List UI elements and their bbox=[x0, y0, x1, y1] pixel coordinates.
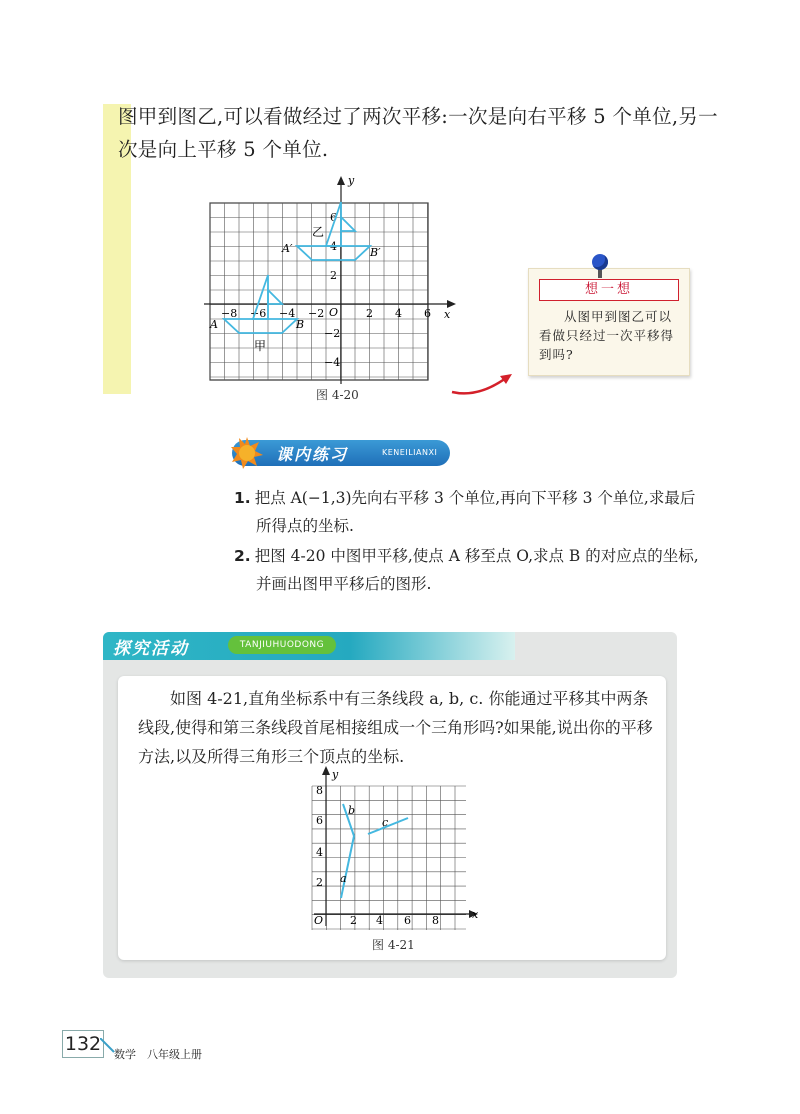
intro-line-2: 次是向上平移 5 个单位. bbox=[118, 138, 329, 161]
x-tick: 6 bbox=[424, 307, 431, 320]
explore-header bbox=[103, 632, 515, 660]
x-tick: 2 bbox=[350, 914, 357, 927]
x-tick: 4 bbox=[376, 914, 383, 927]
x-axis-label: x bbox=[444, 308, 451, 321]
figure-4-20-caption: 图 4-20 bbox=[316, 388, 359, 402]
segment-a bbox=[341, 836, 354, 898]
exercise-1 bbox=[234, 484, 704, 540]
exercise-number: 2. bbox=[234, 547, 251, 565]
segment-a-label: a bbox=[340, 872, 347, 885]
y-tick: 8 bbox=[316, 784, 323, 797]
practice-subtitle: KENEILIANXI bbox=[382, 448, 438, 457]
x-tick: 8 bbox=[432, 914, 439, 927]
point-a-label: A bbox=[210, 318, 218, 331]
y-tick: 4 bbox=[316, 846, 323, 859]
label-jia: 甲 bbox=[254, 339, 267, 353]
exercise-number: 1. bbox=[234, 489, 251, 507]
point-b-label: B bbox=[296, 318, 305, 331]
x-tick: −2 bbox=[308, 307, 325, 320]
y-axis-label: y bbox=[348, 174, 355, 187]
explore-subtitle: TANJIUHUODONG bbox=[228, 636, 336, 654]
x-tick: 2 bbox=[366, 307, 373, 320]
x-tick: −8 bbox=[221, 307, 238, 320]
exercise-line: 把点 A(−1,3)先向右平移 3 个单位,再向下平移 3 个单位,求最后 bbox=[254, 489, 696, 507]
practice-title: 课内练习 bbox=[276, 445, 349, 464]
y-tick: −4 bbox=[324, 356, 341, 369]
practice-banner bbox=[232, 440, 450, 466]
y-tick: 4 bbox=[330, 240, 337, 253]
exercise-2 bbox=[234, 542, 704, 598]
intro-paragraph bbox=[118, 100, 718, 166]
think-note-title: 想一想 bbox=[539, 279, 679, 301]
pushpin-icon bbox=[592, 254, 608, 270]
y-axis-label: y bbox=[332, 768, 339, 781]
exercise-line: 所得点的坐标. bbox=[256, 517, 354, 535]
explore-title: 探究活动 bbox=[113, 639, 189, 659]
think-note-card bbox=[528, 268, 690, 376]
origin-label: O bbox=[314, 914, 324, 927]
x-tick: 4 bbox=[395, 307, 402, 320]
arrow-icon bbox=[448, 368, 518, 400]
y-tick: 6 bbox=[316, 814, 323, 827]
think-note-text: 从图甲到图乙可以看做只经过一次平移得到吗? bbox=[539, 309, 675, 362]
x-tick: −6 bbox=[250, 307, 267, 320]
intro-line-1: 图甲到图乙,可以看做经过了两次平移:一次是向右平移 5 个单位,另一 bbox=[118, 105, 718, 128]
x-tick: 6 bbox=[404, 914, 411, 927]
exercise-line: 并画出图甲平移后的图形. bbox=[256, 575, 432, 593]
exercise-line: 把图 4-20 中图甲平移,使点 A 移至点 O,求点 B 的对应点的坐标, bbox=[254, 547, 699, 565]
segment-b-label: b bbox=[348, 804, 356, 817]
sun-icon bbox=[230, 436, 264, 470]
y-tick: −2 bbox=[324, 327, 341, 340]
x-tick: −4 bbox=[279, 307, 296, 320]
page-number: 132 bbox=[62, 1030, 104, 1058]
label-yi: 乙 bbox=[312, 225, 325, 239]
point-b-prime-label: B′ bbox=[370, 246, 381, 259]
figure-4-20 bbox=[200, 170, 470, 410]
explore-text: 如图 4-21,直角坐标系中有三条线段 a, b, c. 你能通过平移其中两条线段,使得和第三条线段首尾相接组成一个三角形吗?如果能,说出你的平移方法,以及所得三角形三个顶点的坐标. bbox=[138, 689, 653, 766]
point-a-prime-label: A′ bbox=[282, 242, 293, 255]
figure-4-21-caption: 图 4-21 bbox=[372, 938, 415, 952]
y-tick: 2 bbox=[316, 876, 323, 889]
figure-4-21 bbox=[296, 766, 496, 938]
y-tick: 2 bbox=[330, 269, 337, 282]
segment-c-label: c bbox=[382, 816, 389, 829]
y-tick: 6 bbox=[330, 211, 337, 224]
x-axis-label: x bbox=[472, 908, 479, 921]
book-title: 数学 八年级上册 bbox=[114, 1048, 202, 1061]
origin-label: O bbox=[329, 306, 339, 319]
